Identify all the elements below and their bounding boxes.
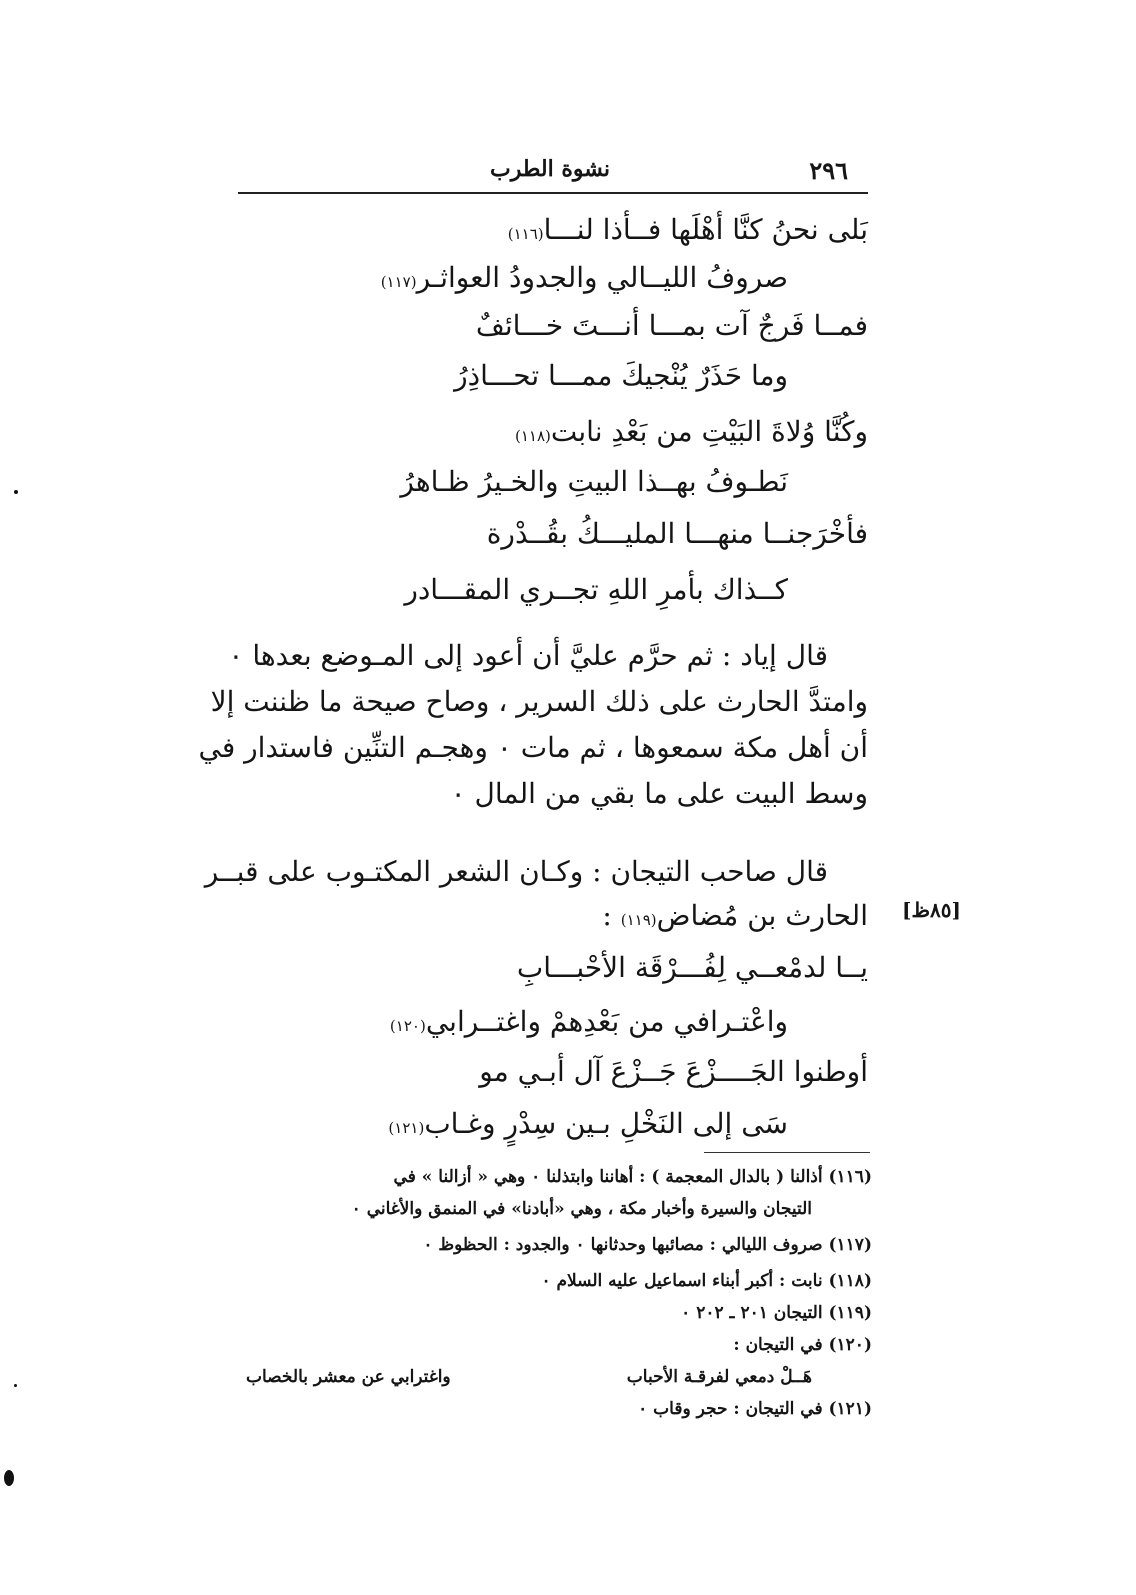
header-rule [238, 192, 868, 194]
footnote-120-verse-first-hemistich: هَــلْ دمعي لفرقـة الأحباب [626, 1367, 812, 1387]
footnote-ref-117: (١١٧) [380, 273, 417, 291]
footnote-117: (١١٧) صروف الليالي : مصائبها وحدثانها ٠ والجدود : الحظوظ ٠ [423, 1235, 872, 1255]
scan-speck [14, 1384, 17, 1387]
page-number: ٢٩٦ [809, 156, 848, 185]
footnote-119: (١١٩) التيجان ٢٠١ ـ ٢٠٢ ٠ [681, 1303, 872, 1323]
poem2-line-3: أوطنوا الجَــــزْعَ جَــزْعَ آل أبـي مو [479, 1055, 868, 1088]
poem1-line-5: وكُنَّا وُلاةَ البَيْتِ من بَعْدِ نابت(١١٨) [514, 415, 868, 448]
poem1-line-8: كــذاك بأمرِ اللهِ تجــري المقـــادر [404, 573, 788, 606]
poem2-line-1: يــا لدمْعــي لِفُـــرْقَة الأحْبـــابِ [516, 951, 868, 984]
prose2-line-1: قال صاحب التيجان : وكـان الشعر المكتـوب على قبــر [204, 855, 828, 888]
footnote-ref-118: (١١٨) [514, 427, 551, 445]
scan-speck [14, 490, 18, 494]
poem1-line-3: فمــا فَرجٌ آت بمـــا أنـــتَ خـــائفٌ [475, 309, 868, 342]
poem1-line-2: صروفُ الليــالي والجدودُ العواثـر(١١٧) [380, 261, 788, 294]
footnote-ref-120: (١٢٠) [389, 1017, 426, 1035]
footnote-116-line-1: (١١٦) أذالنا ( بالدال المعجمة ) : أهاننا وابتذلنا ٠ وهي « أزالنا » في [393, 1167, 872, 1187]
poem1-line-7: فأخْرَجنــا منهـــا المليـــكُ بقُــدْرة [486, 517, 868, 550]
footnote-rule [704, 1152, 870, 1153]
prose2-line-2: الحارث بن مُضاض(١١٩) : [602, 899, 868, 932]
prose1-line-2: وامتدَّ الحارث على ذلك السرير ، وصاح صيحة ما ظننت إلا [210, 685, 868, 718]
page-header [238, 152, 866, 192]
footnote-118: (١١٨) نابت : أكبر أبناء اسماعيل عليه السلام ٠ [541, 1271, 872, 1291]
folio-margin-note: [٨٥ظ] [902, 898, 961, 922]
footnote-ref-121: (١٢١) [388, 1119, 425, 1137]
poem1-line-1: بَلى نحنُ كنَّا أهْلَها فــأذا لنـــا(١١٦) [507, 213, 868, 246]
prose1-line-3: أن أهل مكة سمعوها ، ثم مات ٠ وهجـم التنِّين فاستدار في [198, 731, 868, 764]
running-title: نشوة الطرب [490, 156, 611, 182]
poem1-line-6: نَطـوفُ بهــذا البيتِ والخـيرُ ظـاهرُ [400, 465, 788, 498]
footnote-121: (١٢١) في التيجان : حجر وقاب ٠ [638, 1399, 872, 1419]
footnote-116-line-2: التيجان والسيرة وأخبار مكة ، وهي «أبادنا» في المنمق والأغاني ٠ [351, 1199, 812, 1219]
footnote-120: (١٢٠) في التيجان : [733, 1335, 872, 1355]
poem1-line-4: وما حَذَرٌ يُنْجيكَ ممـــا تحـــاذِرُ [454, 359, 788, 392]
prose1-line-1: قال إياد : ثم حرَّم عليَّ أن أعود إلى المـوضع بعدها ٠ [228, 639, 828, 672]
poem2-line-4: سَى إلى النَخْلِ بـين سِدْرٍ وغـاب(١٢١) [388, 1107, 788, 1140]
footnote-ref-116: (١١٦) [507, 225, 544, 243]
footnote-120-verse-second-hemistich: واغترابي عن معشر بالخصاب [246, 1367, 451, 1387]
footnote-ref-119: (١١٩) [620, 911, 657, 929]
scan-speck [4, 1470, 14, 1486]
poem2-line-2: واعْتـرافي من بَعْدِهمْ واغتــرابي(١٢٠) [389, 1005, 788, 1038]
prose1-line-4: وسط البيت على ما بقي من المال ٠ [450, 777, 868, 810]
